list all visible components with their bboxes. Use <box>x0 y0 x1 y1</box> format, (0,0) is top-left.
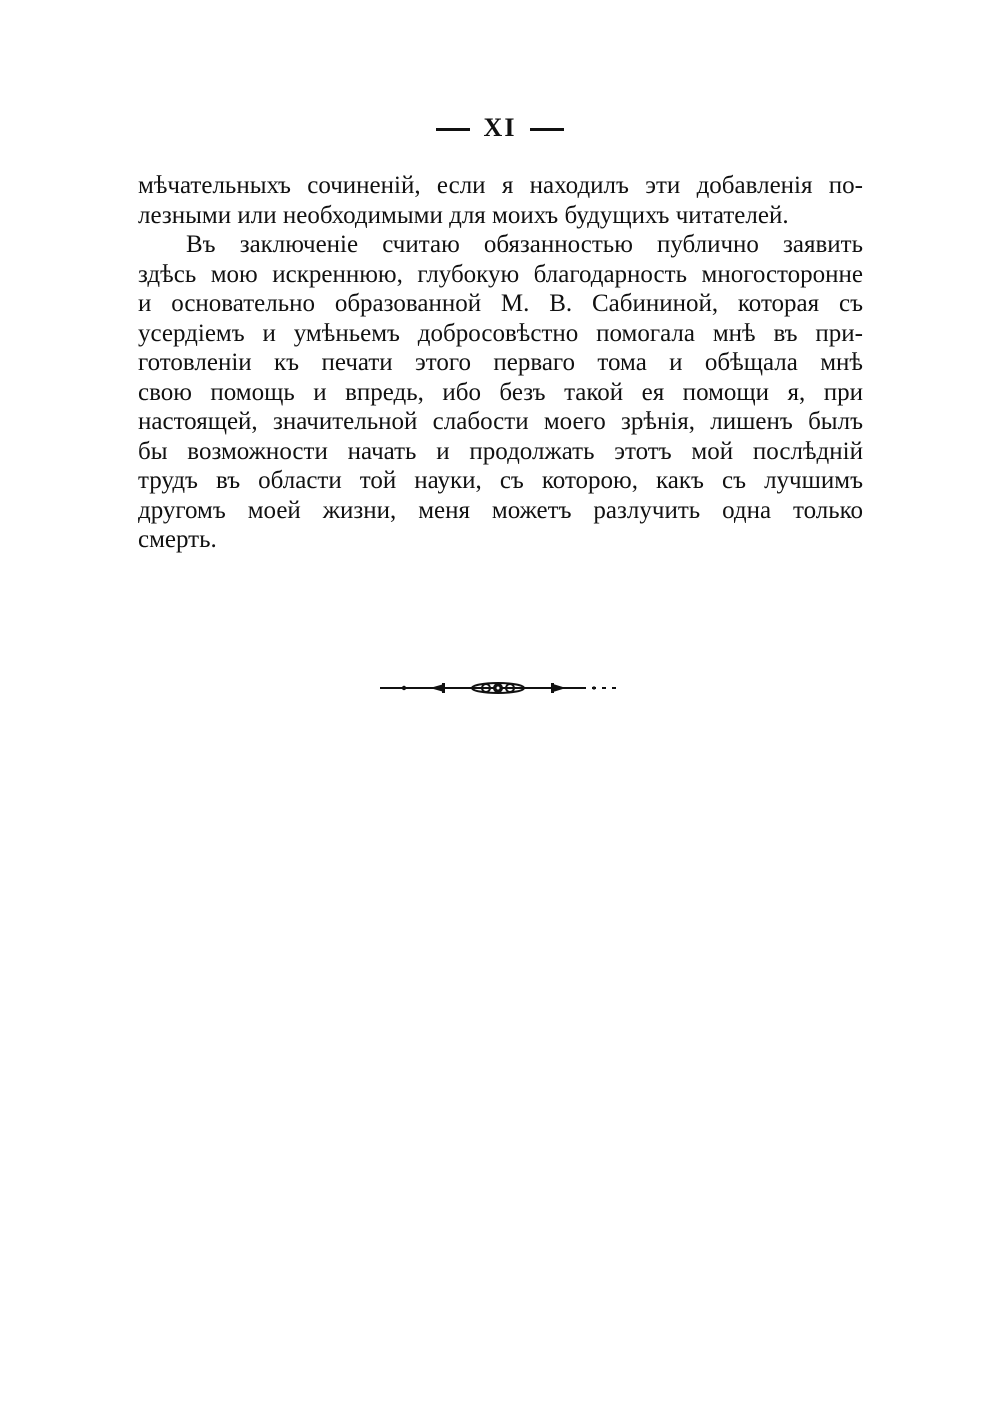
text-line: трудъ въ области той науки, съ которою, какъ съ лучшимъ <box>138 467 863 494</box>
body-paragraphs <box>138 171 863 555</box>
text-line: готовленіи къ печати этого перваго тома и обѣщала мнѣ <box>138 349 863 376</box>
text-line: лезными или необходимыми для моихъ будущихъ читателей. <box>138 201 789 229</box>
text-line: здѣсь мою искреннюю, глубокую благодарность многосторонне <box>138 260 863 288</box>
text-line: смерть. <box>138 526 217 553</box>
ornament-divider-icon <box>378 679 618 697</box>
text-line: настоящей, значительной слабости моего зрѣнія, лишенъ былъ <box>138 408 863 435</box>
em-dash-right <box>530 128 564 131</box>
em-dash-left <box>436 128 470 131</box>
text-line: другомъ моей жизни, меня можетъ разлучить одна только <box>138 496 863 524</box>
text-line: бы возможности начать и продолжать этотъ мой послѣдній <box>138 437 863 465</box>
text-line: и основательно образованной М. В. Сабининой, которая съ <box>138 290 863 317</box>
page-number-header <box>0 113 1000 143</box>
text-line: усердіемъ и умѣньемъ добросовѣстно помогала мнѣ въ при- <box>138 319 863 347</box>
text-line: свою помощь и впредь, ибо безъ такой ея помощи я, при <box>138 378 863 406</box>
page-number: XI <box>483 113 517 142</box>
text-line-paragraph-start: Въ заключеніе считаю обязанностью публично заявить <box>186 231 863 258</box>
text-line: мѣчательныхъ сочиненій, если я находилъ эти добавленія по- <box>138 172 863 199</box>
